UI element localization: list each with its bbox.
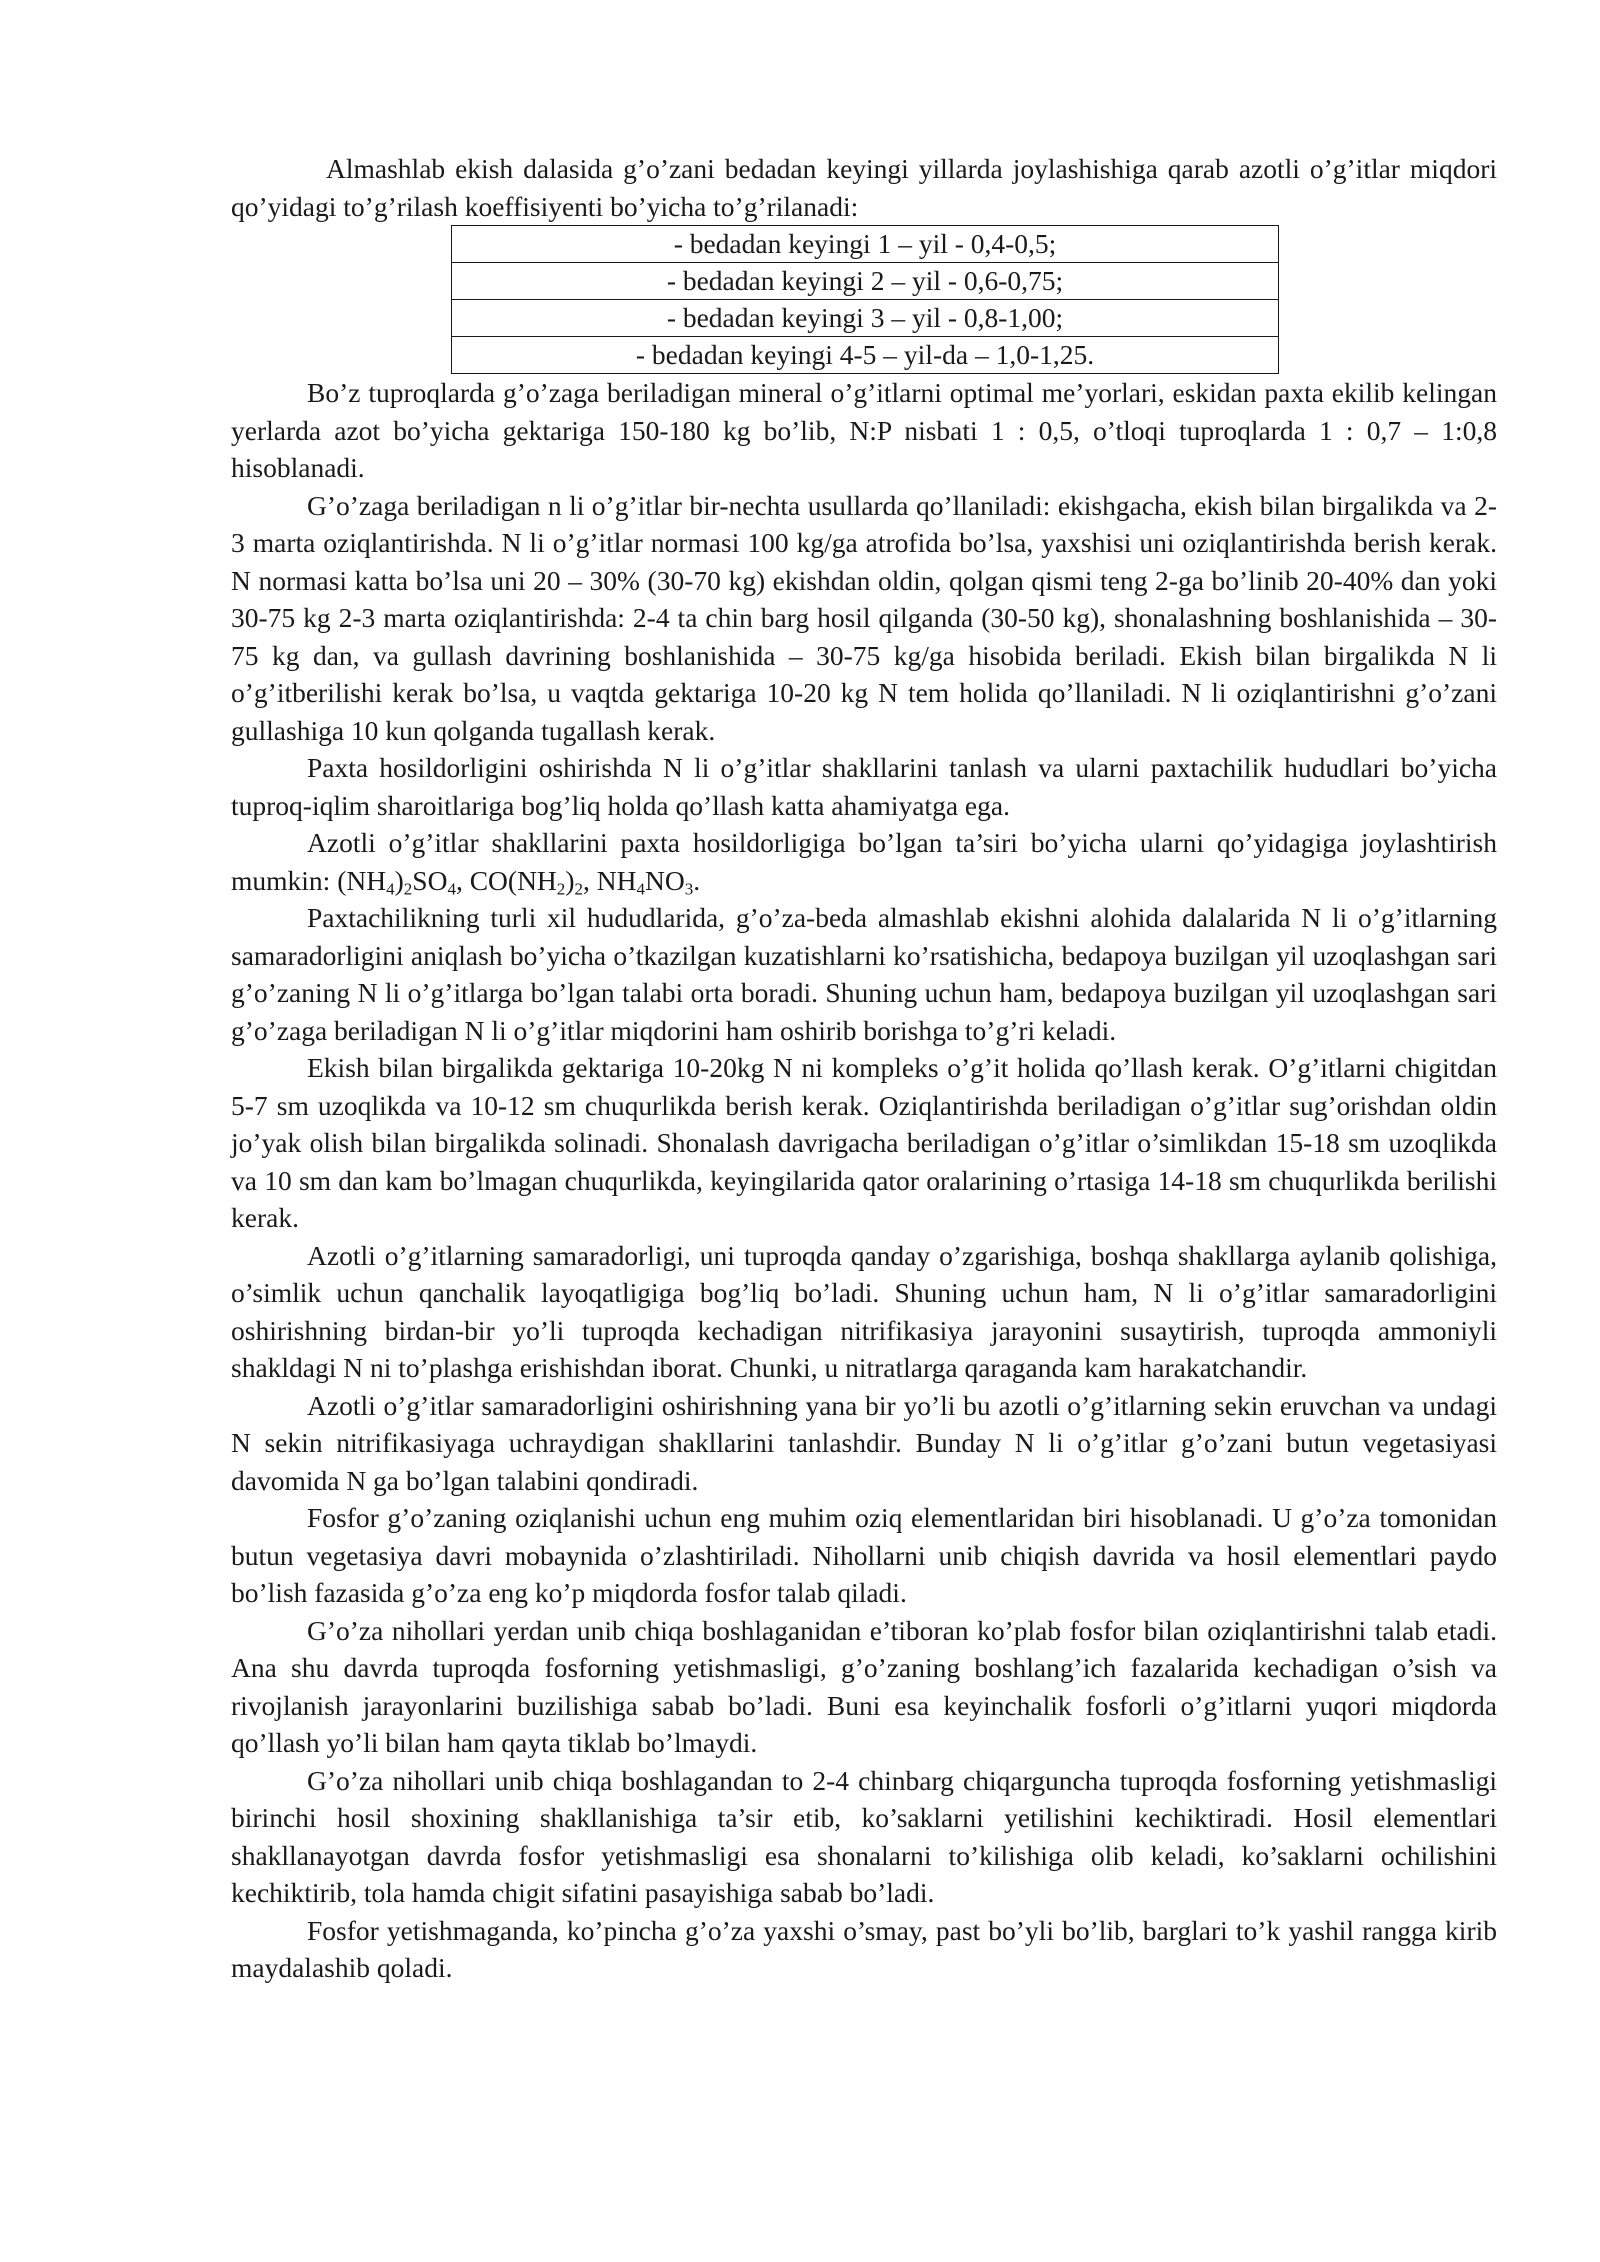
paragraph-phosphorus-importance: Fosfor g’o’zaning oziqlanishi uchun eng muhim oziq elementlaridan biri hisoblanadi. U g’o’za tomonidan butun vegetasiya davri mobaynida o’zlashtiriladi. Nihollarni unib chiqish davrida va hosil elementlari paydo bo’lish fazasida g’o’za eng ko’p miqdorda fosfor talab qiladi. [231, 1502, 1497, 1608]
paragraph-slow-release: Azotli o’g’itlar samaradorligini oshirishning yana bir yo’li bu azotli o’g’itlarning sekin eruvchan va undagi N sekin nitrifikasiyaga uchraydigan shakllarini tanlashdir. Bunday N li o’g’itlar g’o’zani butun vegetasiyasi davomida N ga bo’lgan talabini qondiradi. [231, 1389, 1497, 1496]
coefficient-cell: - bedadan keyingi 3 – yil - 0,8-1,00; [452, 300, 1279, 337]
table-row [452, 300, 1279, 337]
table-row [452, 226, 1279, 263]
coefficient-cell: - bedadan keyingi 1 – yil - 0,4-0,5; [452, 226, 1279, 263]
paragraph-phosphorus-seedlings: G’o’za nihollari yerdan unib chiqa boshlaganidan e’tiboran ko’plab fosfor bilan oziqlantirishni talab etadi. Ana shu davrda tuproqda fosforning yetishmasligi, g’o’zaning boshlang’ich fazalarida kechadigan o’sish va rivojlanish jarayonlarini buzilishiga sabab bo’ladi. Buni esa keyinchalik fosforli o’g’itlarni yuqori miqdorda qo’llash yo’li bilan ham qayta tiklab bo’lmaydi. [231, 1614, 1497, 1758]
paragraph-phosphorus-deficiency: G’o’za nihollari unib chiqa boshlagandan to 2-4 chinbarg chiqarguncha tuproqda fosforning yetishmasligi birinchi hosil shoxining shakllanishiga ta’sir etib, ko’saklarni yetilishini kechiktiradi. Hosil elementlari shakllanayotgan davrda fosfor yetishmasligi esa shonalarni to’kilishiga olib keladi, ko’saklarni ochilishini kechiktirib, tola hamda chigit sifatini pasayishiga sabab bo’ladi. [231, 1764, 1497, 1908]
formula-ammonium-nitrate: $NH_4NO_3$ [596, 864, 694, 898]
table-row [452, 337, 1279, 374]
coefficient-cell: - bedadan keyingi 4-5 – yil-da – 1,0-1,25. [452, 337, 1279, 374]
paragraph-fertilizer-forms: Paxta hosildorligini oshirishda N li o’g’itlar shakllarini tanlash va ularni paxtachilik hududlari bo’yicha tuproq-iqlim sharoitlariga bog’liq holda qo’llash katta ahamiyatga ega. [231, 752, 1497, 821]
paragraph-formula-ranking: Azotli o’g’itlar shakllarini paxta hosildorligiga bo’lgan ta’siri bo’yicha ularni qo’yidagiga joylashtirish mumkin: $(NH_4)_2SO_4$, $CO(NH_2)_2$, $NH_4NO_3$. [231, 827, 1497, 898]
coefficient-cell: - bedadan keyingi 2 – yil - 0,6-0,75; [452, 263, 1279, 300]
paragraph-application-methods: G’o’zaga beriladigan n li o’g’itlar bir-nechta usullarda qo’llaniladi: ekishgacha, ekish bilan birgalikda va 2-3 marta oziqlantirishda. N li o’g’itlar normasi 100 kg/ga atrofida bo’lsa, yaxshisi uni oziqlantirishda berish kerak. N normasi katta bo’lsa uni 20 – 30% (30-70 kg) ekishdan oldin, qolgan qismi teng 2-ga bo’linib 20-40% dan yoki 30-75 kg 2-3 marta oziqlantirishda: 2-4 ta chin barg hosil qilganda (30-50 kg), shonalashning boshlanishida – 30-75 kg dan, va gullash davrining boshlanishida – 30-75 kg/ga hisobida beriladi. Ekish bilan birgalikda N li o’g’itberilishi kerak bo’lsa, u vaqtda gektariga 10-20 kg N tem holida qo’llaniladi. N li oziqlantirishni g’o’zani gullashiga 10 kun qolganda tugallash kerak. [231, 489, 1497, 746]
formula-ammonium-sulfate: $(NH_4)_2SO_4$ [337, 864, 456, 898]
intro-paragraph: Almashlab ekish dalasida g’o’zani bedadan keyingi yillarda joylashishiga qarab azotli o’g’itlar miqdori qo’yidagi to’g’rilash koeffisiyenti bo’yicha to’g’rilanadi: [231, 153, 1497, 222]
paragraph-placement-depth: Ekish bilan birgalikda gektariga 10-20kg N ni kompleks o’g’it holida qo’llash kerak. O’g’itlarni chigitdan 5-7 sm uzoqlikda va 10-12 sm chuqurlikda berish kerak. Oziqlantirishda beriladigan o’g’itlar sug’orishdan oldin jo’yak olish bilan birgalikda solinadi. Shonalash davrigacha beriladigan o’g’itlar o’simlikdan 15-18 sm uzoqlikda va 10 sm dan kam bo’lmagan chuqurlikda, keyingilarida qator oralarining o’rtasiga 14-18 sm chuqurlikda berilishi kerak. [231, 1052, 1497, 1233]
paragraph-optimal-norms: Bo’z tuproqlarda g’o’zaga beriladigan mineral o’g’itlarni optimal me’yorlari, eskidan paxta ekilib kelingan yerlarda azot bo’yicha gektariga 150-180 kg bo’lib, N:P nisbati 1 : 0,5, o’tloqi tuproqlarda 1 : 0,7 – 1:0,8 hisoblanadi. [231, 377, 1497, 483]
table-row [452, 263, 1279, 300]
paragraph-deficiency-symptoms: Fosfor yetishmaganda, ko’pincha g’o’za yaxshi o’smay, past bo’yli bo’lib, barglari to’k yashil rangga kirib maydalashib qoladi. [231, 1914, 1497, 1983]
document-page [231, 150, 1497, 1987]
formula-lead-text: Azotli o’g’itlar shakllarini paxta hosildorligiga bo’lgan ta’siri bo’yicha ularni qo’yidagiga joylashtirish mumkin: [231, 827, 1497, 896]
paragraph-nitrification: Azotli o’g’itlarning samaradorligi, uni tuproqda qanday o’zgarishiga, boshqa shakllarga aylanib qolishiga, o’simlik uchun qanchalik layoqatligiga bog’liq bo’ladi. Shuning uchun ham, N li o’g’itlar samaradorligini oshirishning birdan-bir yo’li tuproqda kechadigan nitrifikasiya jarayonini susaytirish, tuproqda ammoniyli shakldagi N ni to’plashga erishishdan iborat. Chunki, u nitratlarga qaraganda kam harakatchandir. [231, 1239, 1497, 1383]
coefficient-table [451, 225, 1279, 374]
formula-urea: $CO(NH_2)_2$ [469, 864, 583, 898]
paragraph-crop-rotation: Paxtachilikning turli xil hududlarida, g’o’za-beda almashlab ekishni alohida dalalarida N li o’g’itlarning samaradorligini aniqlash bo’yicha o’tkazilgan kuzatishlarni ko’rsatishicha, bedapoya buzilgan yil uzoqlashgan sari g’o’zaning N li o’g’itlarga bo’lgan talabi orta boradi. Shuning uchun ham, bedapoya buzilgan yil uzoqlashgan sari g’o’zaga beriladigan N li o’g’itlar miqdorini ham oshirib borishga to’g’ri keladi. [231, 902, 1497, 1046]
